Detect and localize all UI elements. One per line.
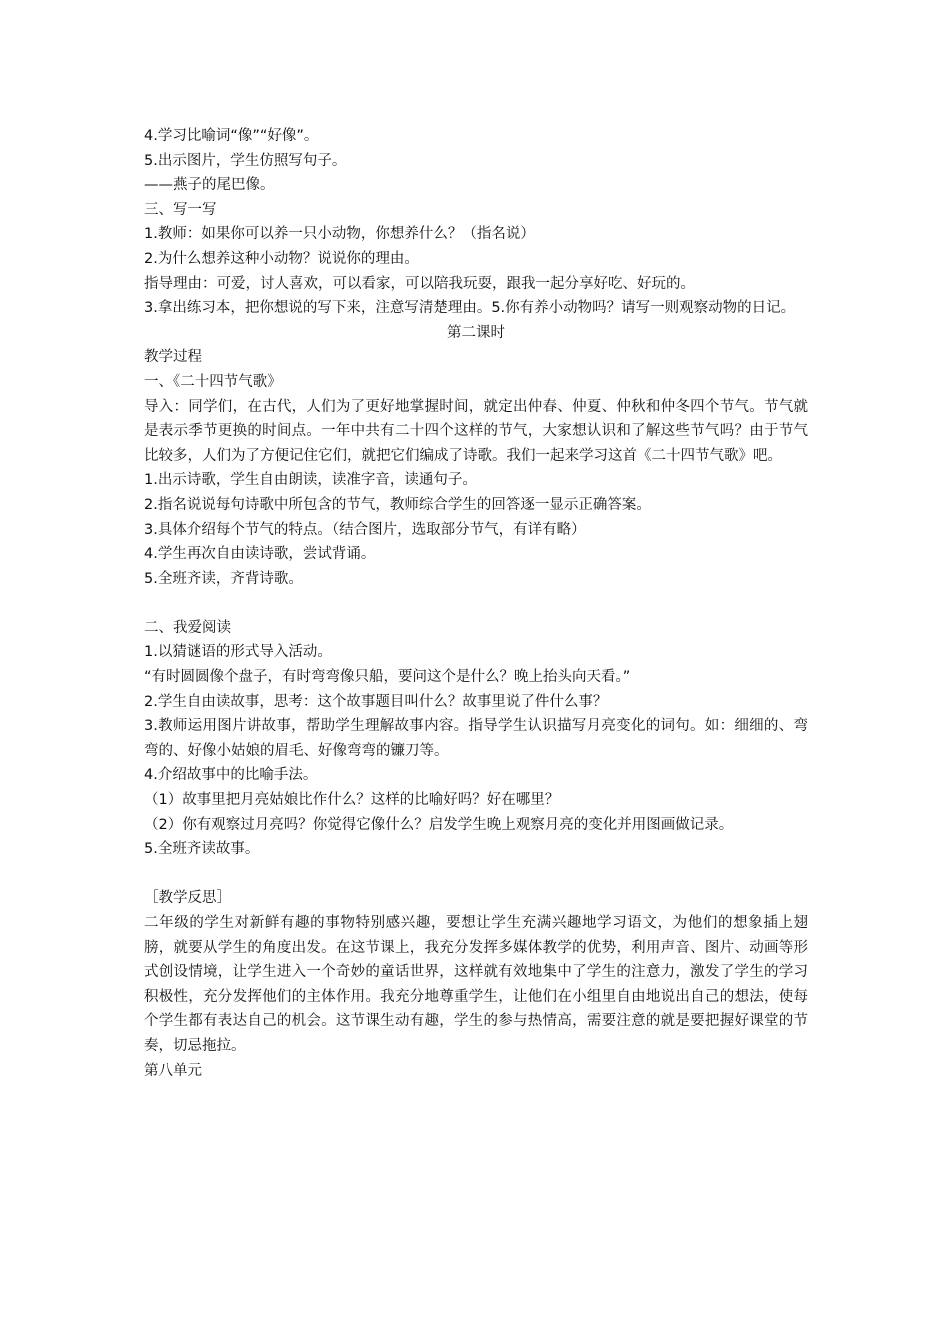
list-item: 1.以猜谜语的形式导入活动。: [144, 644, 332, 661]
list-item: 3.具体介绍每个节气的特点。（结合图片，选取部分节气，有详有略）: [144, 521, 586, 538]
reflection-paragraph: 二年级的学生对新鲜有趣的事物特别感兴趣，要想让学生充满兴趣地学习语文，为他们的想象插上翅膀，就要从学生的角度出发。在这节课上，我充分发挥多媒体教学的优势，利用声音、图片、动画等形式创设情境，让学生进入一个奇妙的童话世界，这样就有效地集中了学生的注意力，激发了学生的学习积极性，充分发挥他们的主体作用。我充分地尊重学生，让他们在小组里自由地说出自己的想法，使每个学生都有表达自己的机会。这节课生动有趣，学生的参与热情高，需要注意的就是要把握好课堂的节奏，切忌拖拉。: [144, 915, 808, 1054]
list-item: 5.全班齐读故事。: [144, 841, 260, 858]
riddle-line: “有时圆圆像个盘子，有时弯弯像只船，要问这个是什么？晚上抬头向天看。”: [144, 669, 631, 686]
text-line: 4.学习比喻词“像”“好像”。: [144, 128, 319, 144]
text-line: 2.为什么想养这种小动物？说说你的理由。: [144, 250, 419, 267]
lesson-2-title: 第二课时: [447, 324, 505, 341]
list-item: 1.出示诗歌，学生自由朗读，读准字音，读通句子。: [144, 472, 477, 489]
section-heading-write: 三、写一写: [144, 201, 217, 218]
section-2-title: 二、我爱阅读: [144, 619, 231, 636]
text-line: ——燕子的尾巴像。: [144, 177, 275, 194]
list-item: （2）你有观察过月亮吗？你觉得它像什么？启发学生晚上观察月亮的变化并用图画做记录。: [144, 816, 734, 833]
unit-8-heading: 第八单元: [144, 1062, 202, 1079]
text-line: 5.出示图片，学生仿照写句子。: [144, 152, 347, 169]
list-item: 2.学生自由读故事，思考：这个故事题目叫什么？故事里说了件什么事？: [144, 693, 608, 710]
section-1-title: 一、《二十四节气歌》: [144, 373, 282, 390]
text-line: 指导理由：可爱，讨人喜欢，可以看家，可以陪我玩耍，跟我一起分享好吃、好玩的。: [144, 275, 695, 292]
blank-line: [144, 591, 808, 616]
reflection-title: ［教学反思］: [144, 890, 231, 907]
intro-paragraph: 导入：同学们，在古代，人们为了更好地掌握时间，就定出仲春、仲夏、仲秋和仲冬四个节气。节气就是表示季节更换的时间点。一年中共有二十四个这样的节气，大家想认识和了解这些节气吗？由于节气比较多，人们为了方便记住它们，就把它们编成了诗歌。我们一起来学习这首《二十四节气歌》吧。: [144, 398, 808, 464]
story-paragraph: 3.教师运用图片讲故事，帮助学生理解故事内容。指导学生认识描写月亮变化的词句。如：细细的、弯弯的、好像小姑娘的眉毛、好像弯弯的镰刀等。: [144, 718, 808, 759]
list-item: （1）故事里把月亮姑娘比作什么？这样的比喻好吗？好在哪里？: [144, 792, 560, 809]
text-line: 1.教师：如果你可以养一只小动物，你想养什么？（指名说）: [144, 226, 535, 243]
teaching-process-heading: 教学过程: [144, 349, 202, 366]
list-item: 2.指名说说每句诗歌中所包含的节气，教师综合学生的回答逐一显示正确答案。: [144, 496, 651, 513]
list-item: 5.全班齐读，齐背诗歌。: [144, 570, 303, 587]
document-body: [144, 124, 808, 1083]
list-item: 4.介绍故事中的比喻手法。: [144, 767, 318, 784]
practice-paragraph: 3.拿出练习本，把你想说的写下来，注意写清楚理由。5.你有养小动物吗？请写一则观察动物的日记。: [144, 300, 796, 317]
blank-line: [144, 862, 808, 887]
list-item: 4.学生再次自由读诗歌，尝试背诵。: [144, 546, 376, 563]
